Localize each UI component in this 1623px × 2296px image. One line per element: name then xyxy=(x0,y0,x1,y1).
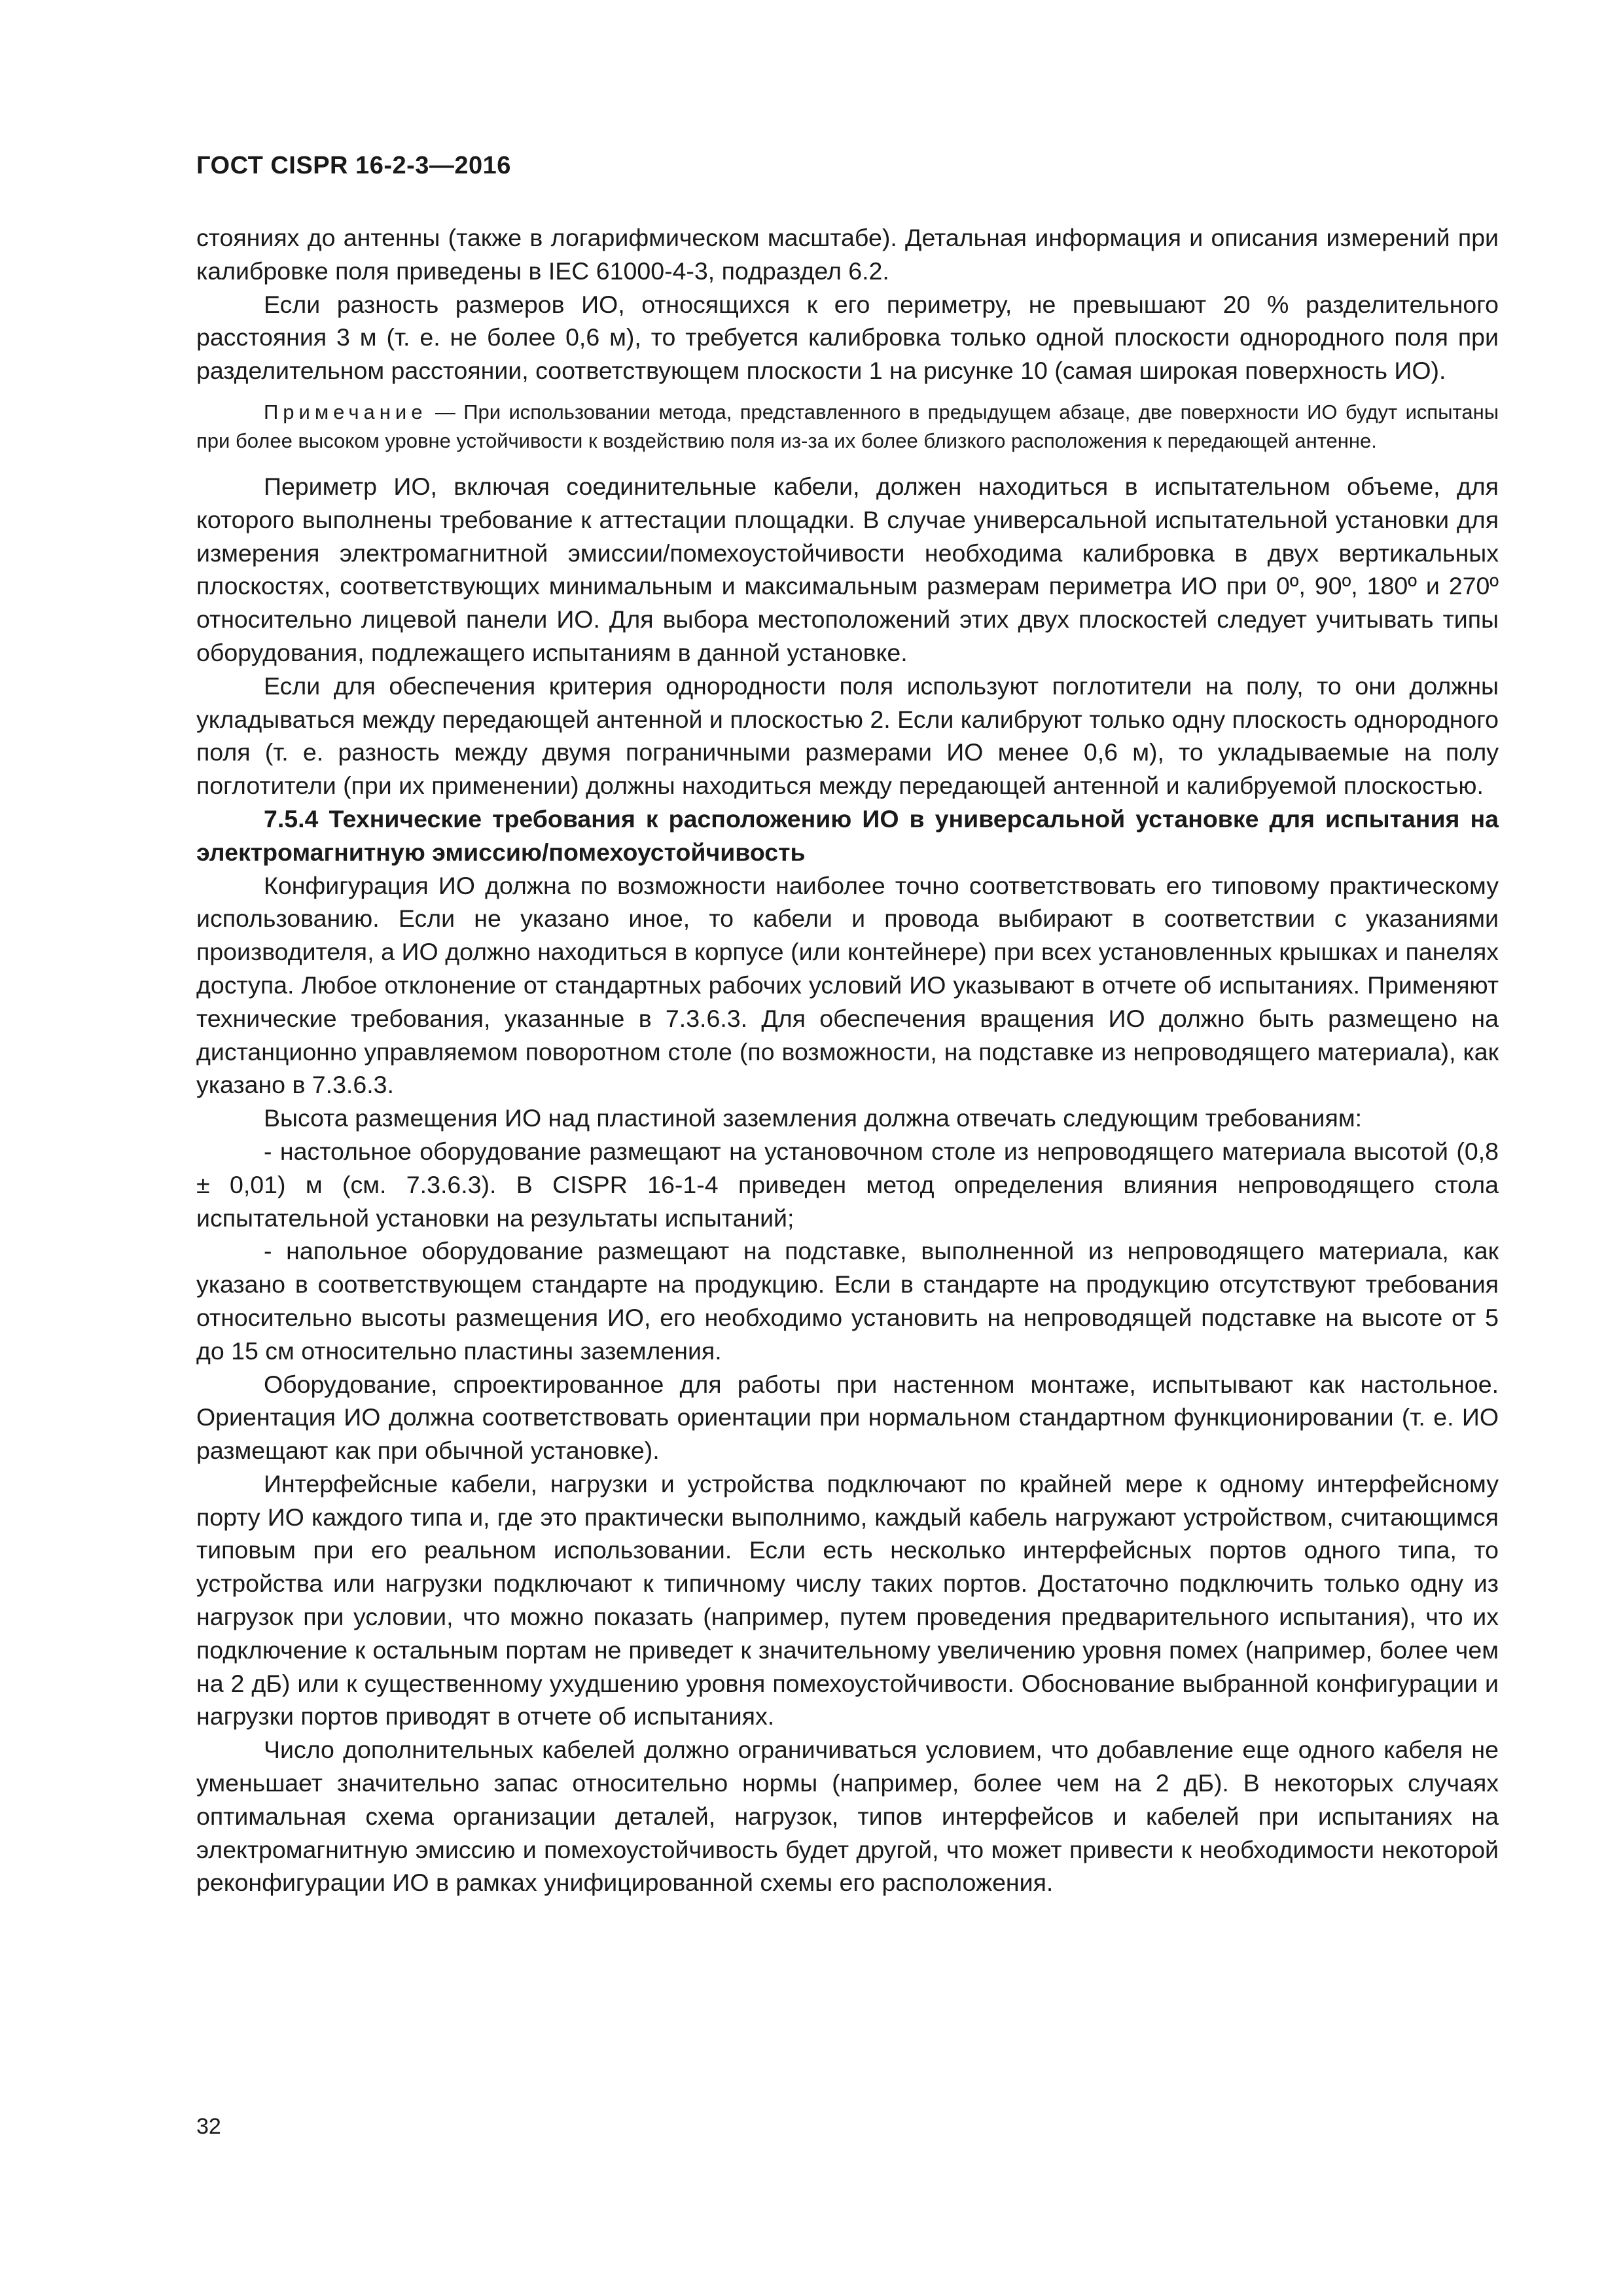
document-body xyxy=(196,221,1499,1899)
note xyxy=(196,398,1499,456)
note-text: — При использовании метода, представленного в предыдущем абзаце, две поверхности ИО будут испытаны при более высоком уровне устойчивости к воздействию поля из-за их более близкого расположения к передающей антенне. xyxy=(196,400,1499,452)
document-header: ГОСТ CISPR 16-2-3—2016 xyxy=(196,152,511,179)
paragraph: Периметр ИО, включая соединительные кабели, должен находиться в испытательном объеме, для которого выполнены требование к аттестации площадки. В случае универсальной испытательной установки для измерения электромагнитной эмиссии/помехоустойчивости необходима калибровка в двух вертикальных плоскостях, соответствующих минимальным и максимальным размерам периметра ИО при 0º, 90º, 180º и 270º относительно лицевой панели ИО. Для выбора местоположений этих двух плоскостей следует учитывать типы оборудования, подлежащего испытаниям в данной установке. xyxy=(196,472,1499,666)
paragraph: Конфигурация ИО должна по возможности наиболее точно соответствовать его типовому практическому использованию. Если не указано иное, то кабели и провода выбирают в соответствии с указаниями производителя, а ИО должно находиться в корпусе (или контейнере) при всех установленных крышках и панелях доступа. Любое отклонение от стандартных рабочих условий ИО указывают в отчете об испытаниях. Применяют технические требования, указанные в 7.3.6.3. Для обеспечения вращения ИО должно быть размещено на дистанционно управляемом поворотном столе (по возможности, на подставке из непроводящего материала), как указано в 7.3.6.3. xyxy=(196,871,1499,1099)
list-item: - настольное оборудование размещают на установочном столе из непроводящего материала высотой (0,8 ± 0,01) м (см. 7.3.6.3). В CISPR 16-1-4 приведен метод определения влияния непроводящего стола испытательной установки на результаты испытаний; xyxy=(196,1137,1499,1232)
paragraph: Интерфейсные кабели, нагрузки и устройства подключают по крайней мере к одному интерфейсному порту ИО каждого типа и, где это практически выполнимо, каждый кабель нагружают устройством, считающимся типовым при его реальном использовании. Если есть несколько интерфейсных портов одного типа, то устройства или нагрузки подключают к типичному числу таких портов. Достаточно подключить только одну из нагрузок при условии, что можно показать (например, путем проведения предварительного испытания), что их подключение к остальным портам не приведет к значительному увеличению уровня помех (например, более чем на 2 дБ) или к существенному ухудшению уровня помехоустойчивости. Обоснование выбранной конфигурации и нагрузки портов приводят в отчете об испытаниях. xyxy=(196,1469,1499,1731)
paragraph: Высота размещения ИО над пластиной заземления должна отвечать следующим требованиям: xyxy=(264,1104,1363,1132)
paragraph: Оборудование, спроектированное для работы при настенном монтаже, испытывают как настольное. Ориентация ИО должна соответствовать ориентации при нормальном стандартном функционировании (т. е. ИО размещают как при обычной установке). xyxy=(196,1370,1499,1465)
list-item: - напольное оборудование размещают на подставке, выполненной из непроводящего материала, как указано в соответствующем стандарте на продукцию. Если в стандарте на продукцию отсутствуют требования относительно высоты размещения ИО, его необходимо установить на непроводящей подставке на высоте от 5 до 15 см относительно пластины заземления. xyxy=(196,1237,1499,1365)
page-number: 32 xyxy=(196,2114,221,2139)
note-label: Примечание xyxy=(264,400,427,423)
paragraph: Если для обеспечения критерия однородности поля используют поглотители на полу, то они должны укладываться между передающей антенной и плоскостью 2. Если калибруют только одну плоскость однородного поля (т. е. разность между двумя пограничными размерами ИО менее 0,6 м), то укладываемые на полу поглотители (при их применении) должны находиться между передающей антенной и калибруемой плоскостью. xyxy=(196,672,1499,800)
paragraph: стояниях до антенны (также в логарифмическом масштабе). Детальная информация и описания измерений при калибровке поля приведены в IEC 61000-4-3, подраздел 6.2. xyxy=(196,224,1499,285)
section-heading: 7.5.4 Технические требования к расположению ИО в универсальной установке для испытания на электромагнитную эмиссию/помехоустойчивость xyxy=(196,804,1499,866)
paragraph: Если разность размеров ИО, относящихся к его периметру, не превышают 20 % разделительного расстояния 3 м (т. е. не более 0,6 м), то требуется калибровка только одной плоскости однородного поля при разделительном расстоянии, соответствующем плоскости 1 на рисунке 10 (самая широкая поверхность ИО). xyxy=(196,290,1499,385)
paragraph: Число дополнительных кабелей должно ограничиваться условием, что добавление еще одного кабеля не уменьшает значительно запас относительно нормы (например, более чем на 2 дБ). В некоторых случаях оптимальная схема организации деталей, нагрузок, типов интерфейсов и кабелей при испытаниях на электромагнитную эмиссию и помехоустойчивость будет другой, что может привести к необходимости некоторой реконфигурации ИО в рамках унифицированной схемы его расположения. xyxy=(196,1736,1499,1897)
document-page xyxy=(196,0,1499,2296)
